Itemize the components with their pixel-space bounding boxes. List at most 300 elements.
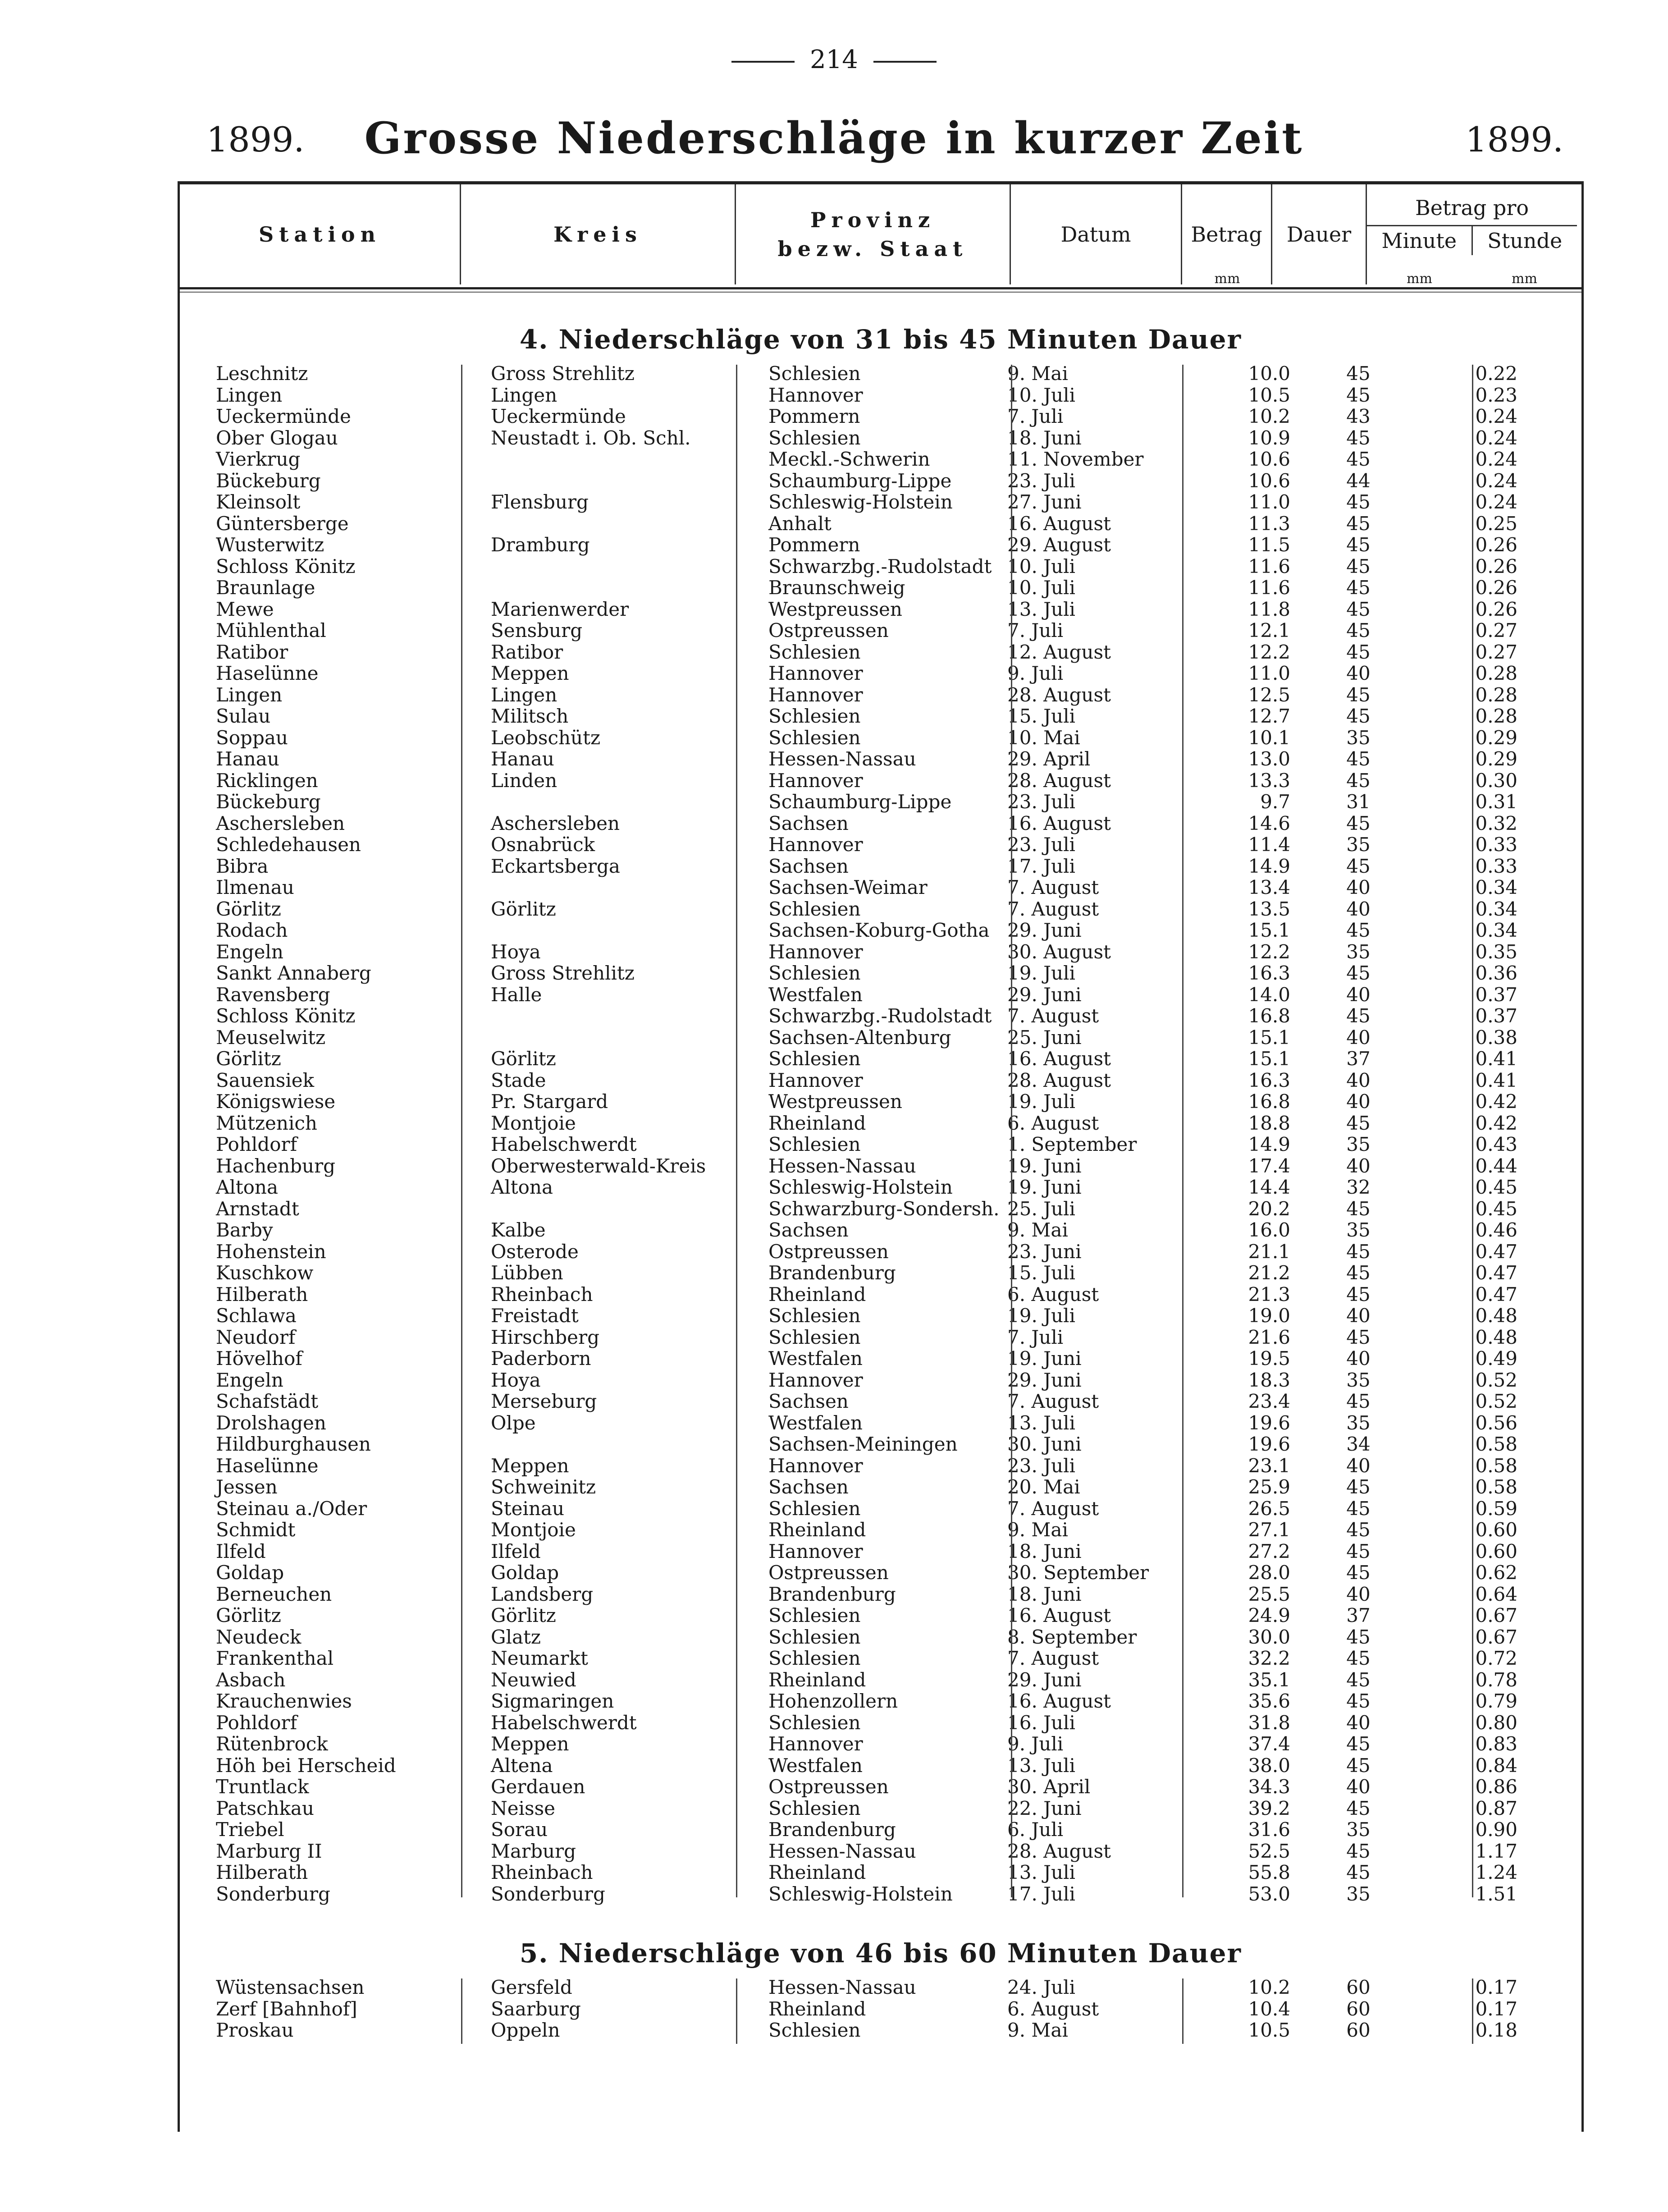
cell-datum: 6. Juli [1007, 1818, 1064, 1841]
cell-dauer: 45 [1346, 962, 1371, 984]
cell-datum: 16. August [1007, 512, 1111, 535]
cell-provinz: Westfalen [768, 1754, 863, 1777]
cell-provinz: Rheinland [768, 1112, 866, 1134]
data-table [178, 181, 1584, 2132]
cell-station: Görlitz [216, 1604, 281, 1626]
cell-provinz: Rheinland [768, 1519, 866, 1541]
table-row [180, 1113, 1581, 1134]
cell-kreis: Marienwerder [491, 598, 629, 620]
table-row [180, 1091, 1581, 1113]
cell-dauer: 45 [1346, 1240, 1371, 1263]
table-row [180, 534, 1581, 556]
table-row [180, 1284, 1581, 1305]
cell-datum: 16. August [1007, 1048, 1111, 1070]
cell-provinz: Schlesien [768, 641, 861, 663]
cell-kreis: Leobschütz [491, 726, 601, 749]
cell-datum: 7. August [1007, 876, 1099, 898]
cell-provinz: Schlesien [768, 1711, 861, 1734]
cell-dauer: 45 [1346, 1733, 1371, 1755]
column-rule [461, 1978, 462, 2044]
cell-betrag: 35.6 [1248, 1690, 1290, 1712]
cell-minute: 0.32 [1475, 812, 1517, 834]
cell-kreis: Stade [491, 1069, 546, 1091]
cell-datum: 6. August [1007, 1283, 1099, 1305]
table-row [180, 684, 1581, 706]
table-row [180, 748, 1581, 770]
cell-provinz: Ostpreussen [768, 1562, 889, 1584]
cell-provinz: Schlesien [768, 1326, 861, 1348]
table-row [180, 1733, 1581, 1755]
cell-betrag: 11.6 [1248, 577, 1290, 599]
cell-dauer: 45 [1346, 426, 1371, 449]
table-row [180, 385, 1581, 406]
cell-kreis: Dramburg [491, 534, 590, 556]
cell-minute: 0.42 [1475, 1090, 1517, 1113]
cell-minute: 0.42 [1475, 1112, 1517, 1134]
cell-dauer: 45 [1346, 1562, 1371, 1584]
page-title: Grosse Niederschläge in kurzer Zeit [364, 113, 1304, 164]
cell-minute: 0.33 [1475, 834, 1517, 856]
cell-betrag: 21.6 [1248, 1326, 1290, 1348]
cell-station: Schlawa [216, 1305, 297, 1327]
cell-station: Güntersberge [216, 512, 349, 535]
cell-station: Mützenich [216, 1112, 317, 1134]
cell-betrag: 12.2 [1248, 641, 1290, 663]
cell-station: Leschnitz [216, 362, 308, 385]
cell-provinz: Schwarzbg.-Rudolstadt [768, 555, 992, 577]
cell-station: Bückeburg [216, 791, 321, 813]
cell-datum: 9. Mai [1007, 1519, 1068, 1541]
cell-minute: 0.36 [1475, 962, 1517, 984]
cell-minute: 0.80 [1475, 1711, 1517, 1734]
table-row [180, 1027, 1581, 1049]
cell-provinz: Schaumburg-Lippe [768, 469, 952, 492]
cell-dauer: 35 [1346, 940, 1371, 963]
cell-provinz: Ostpreussen [768, 619, 889, 641]
cell-provinz: Schleswig-Holstein [768, 1176, 953, 1198]
cell-datum: 7. Juli [1007, 1326, 1064, 1348]
cell-minute: 0.29 [1475, 726, 1517, 749]
cell-minute: 0.26 [1475, 555, 1517, 577]
table-row [180, 1219, 1581, 1241]
cell-provinz: Schleswig-Holstein [768, 1882, 953, 1905]
cell-datum: 9. Mai [1007, 2019, 1068, 2041]
cell-kreis: Sigmaringen [491, 1690, 614, 1712]
unit-stunde: mm [1512, 271, 1537, 287]
cell-datum: 7. August [1007, 1647, 1099, 1669]
cell-dauer: 34 [1346, 1433, 1371, 1455]
cell-datum: 29. April [1007, 748, 1091, 770]
cell-kreis: Linden [491, 769, 558, 792]
cell-provinz: Ostpreussen [768, 1240, 889, 1263]
cell-minute: 0.37 [1475, 983, 1517, 1006]
table-row [180, 941, 1581, 963]
cell-dauer: 45 [1346, 1497, 1371, 1520]
cell-betrag: 9.7 [1260, 791, 1290, 813]
cell-minute: 0.26 [1475, 577, 1517, 599]
cell-betrag: 21.1 [1248, 1240, 1290, 1263]
cell-provinz: Sachsen [768, 812, 849, 834]
cell-minute: 0.48 [1475, 1326, 1517, 1348]
cell-betrag: 18.3 [1248, 1369, 1290, 1391]
cell-datum: 25. Juli [1007, 1197, 1075, 1220]
column-rule [1182, 1978, 1184, 2044]
cell-station: Frankenthal [216, 1647, 334, 1669]
cell-provinz: Hannover [768, 1369, 863, 1391]
table-row [180, 1070, 1581, 1091]
cell-kreis: Eckartsberga [491, 855, 620, 877]
table-row [180, 1776, 1581, 1798]
cell-betrag: 52.5 [1248, 1840, 1290, 1862]
table-row [180, 770, 1581, 792]
cell-minute: 0.83 [1475, 1733, 1517, 1755]
cell-kreis: Goldap [491, 1562, 559, 1584]
cell-station: Truntlack [216, 1776, 309, 1798]
cell-dauer: 35 [1346, 834, 1371, 856]
cell-betrag: 13.3 [1248, 769, 1290, 792]
cell-station: Triebel [216, 1818, 284, 1841]
cell-datum: 19. Juli [1007, 962, 1075, 984]
table-row [180, 1605, 1581, 1626]
cell-dauer: 45 [1346, 748, 1371, 770]
cell-dauer: 35 [1346, 1219, 1371, 1241]
table-row [180, 1798, 1581, 1819]
cell-datum: 20. Mai [1007, 1476, 1080, 1498]
column-rule [736, 365, 737, 1897]
cell-betrag: 34.3 [1248, 1776, 1290, 1798]
cell-betrag: 10.2 [1248, 1976, 1290, 1998]
cell-dauer: 45 [1346, 1861, 1371, 1883]
cell-datum: 7. August [1007, 1005, 1099, 1027]
table-row [180, 984, 1581, 1006]
cell-station: Proskau [216, 2019, 294, 2041]
cell-provinz: Sachsen [768, 1219, 849, 1241]
cell-kreis: Ilfeld [491, 1540, 541, 1562]
table-row [180, 1819, 1581, 1841]
cell-datum: 11. November [1007, 448, 1144, 470]
cell-dauer: 45 [1346, 1519, 1371, 1541]
cell-betrag: 30.0 [1248, 1626, 1290, 1648]
cell-provinz: Schlesien [768, 426, 861, 449]
header-rule [180, 287, 1581, 289]
cell-kreis: Ratibor [491, 641, 563, 663]
cell-betrag: 16.3 [1248, 1069, 1290, 1091]
table-row [180, 705, 1581, 727]
cell-kreis: Gersfeld [491, 1976, 572, 1998]
cell-betrag: 14.9 [1248, 1133, 1290, 1155]
table-row [180, 1584, 1581, 1605]
cell-dauer: 45 [1346, 855, 1371, 877]
cell-kreis: Habelschwerdt [491, 1133, 637, 1155]
cell-kreis: Hanau [491, 748, 554, 770]
cell-minute: 0.30 [1475, 769, 1517, 792]
cell-provinz: Schlesien [768, 962, 861, 984]
cell-betrag: 12.2 [1248, 940, 1290, 963]
cell-minute: 0.86 [1475, 1776, 1517, 1798]
cell-datum: 13. Juli [1007, 1861, 1075, 1883]
table-row [180, 470, 1581, 492]
cell-kreis: Steinau [491, 1497, 565, 1520]
cell-datum: 28. August [1007, 1840, 1111, 1862]
cell-kreis: Neumarkt [491, 1647, 588, 1669]
cell-station: Wusterwitz [216, 534, 324, 556]
cell-betrag: 14.6 [1248, 812, 1290, 834]
cell-kreis: Pr. Stargard [491, 1090, 608, 1113]
cell-provinz: Brandenburg [768, 1583, 896, 1605]
cell-provinz: Hannover [768, 769, 863, 792]
table-row [180, 1755, 1581, 1777]
table-row [180, 599, 1581, 620]
cell-station: Sankt Annaberg [216, 962, 371, 984]
cell-station: Soppau [216, 726, 288, 749]
cell-betrag: 31.8 [1248, 1711, 1290, 1734]
cell-dauer: 32 [1346, 1176, 1371, 1198]
cell-datum: 10. Mai [1007, 726, 1080, 749]
table-row [180, 813, 1581, 834]
header-provinz-label: Provinz [810, 208, 936, 232]
cell-station: Wüstensachsen [216, 1976, 365, 1998]
header-datum-label: Datum [1060, 222, 1131, 247]
table-row [180, 1005, 1581, 1027]
cell-betrag: 10.1 [1248, 726, 1290, 749]
cell-provinz: Pommern [768, 405, 860, 427]
cell-minute: 0.78 [1475, 1668, 1517, 1691]
cell-station: Königswiese [216, 1090, 336, 1113]
cell-station: Höh bei Herscheid [216, 1754, 396, 1777]
cell-betrag: 10.0 [1248, 362, 1290, 385]
cell-minute: 0.28 [1475, 705, 1517, 727]
cell-kreis: Glatz [491, 1626, 541, 1648]
cell-minute: 0.24 [1475, 405, 1517, 427]
cell-betrag: 14.9 [1248, 855, 1290, 877]
cell-datum: 23. Juli [1007, 469, 1075, 492]
cell-datum: 23. Juli [1007, 791, 1075, 813]
table-row [180, 427, 1581, 449]
cell-dauer: 40 [1346, 1069, 1371, 1091]
cell-kreis: Osterode [491, 1240, 579, 1263]
cell-betrag: 10.2 [1248, 405, 1290, 427]
cell-datum: 29. August [1007, 534, 1111, 556]
cell-kreis: Kalbe [491, 1219, 546, 1241]
cell-minute: 0.48 [1475, 1305, 1517, 1327]
cell-datum: 29. Juni [1007, 919, 1082, 941]
cell-betrag: 10.6 [1248, 469, 1290, 492]
cell-kreis: Neisse [491, 1797, 556, 1819]
cell-provinz: Schlesien [768, 726, 861, 749]
section-4-title: 4. Niederschläge von 31 bis 45 Minuten Dauer [519, 324, 1242, 355]
cell-minute: 0.41 [1475, 1069, 1517, 1091]
cell-betrag: 12.5 [1248, 683, 1290, 706]
cell-datum: 19. Juni [1007, 1347, 1082, 1369]
cell-dauer: 37 [1346, 1048, 1371, 1070]
cell-station: Patschkau [216, 1797, 314, 1819]
section-5-title: 5. Niederschläge von 46 bis 60 Minuten Dauer [519, 1938, 1242, 1969]
cell-station: Hohenstein [216, 1240, 326, 1263]
cell-dauer: 45 [1346, 705, 1371, 727]
cell-provinz: Schlesien [768, 2019, 861, 2041]
cell-betrag: 37.4 [1248, 1733, 1290, 1755]
cell-dauer: 40 [1346, 898, 1371, 920]
cell-betrag: 35.1 [1248, 1668, 1290, 1691]
cell-betrag: 11.0 [1248, 491, 1290, 513]
cell-dauer: 45 [1346, 641, 1371, 663]
table-row [180, 1262, 1581, 1284]
cell-kreis: Oppeln [491, 2019, 560, 2041]
cell-station: Görlitz [216, 898, 281, 920]
cell-betrag: 19.5 [1248, 1347, 1290, 1369]
cell-provinz: Schlesien [768, 705, 861, 727]
cell-minute: 0.49 [1475, 1347, 1517, 1369]
cell-dauer: 45 [1346, 1326, 1371, 1348]
cell-station: Görlitz [216, 1048, 281, 1070]
cell-kreis: Rheinbach [491, 1283, 593, 1305]
header-stunde-label: Stunde [1487, 229, 1563, 253]
header-datum [1011, 184, 1182, 284]
cell-dauer: 45 [1346, 1112, 1371, 1134]
cell-datum: 30. September [1007, 1562, 1149, 1584]
cell-provinz: Rheinland [768, 1861, 866, 1883]
cell-datum: 30. Juni [1007, 1433, 1082, 1455]
cell-station: Engeln [216, 940, 283, 963]
cell-betrag: 14.4 [1248, 1176, 1290, 1198]
column-rule [736, 1978, 737, 2044]
cell-datum: 8. September [1007, 1626, 1137, 1648]
cell-station: Schmidt [216, 1519, 296, 1541]
cell-minute: 0.60 [1475, 1540, 1517, 1562]
cell-station: Haselünne [216, 662, 319, 684]
cell-kreis: Lübben [491, 1262, 563, 1284]
cell-station: Sulau [216, 705, 271, 727]
header-kreis [461, 184, 736, 284]
cell-provinz: Schlesien [768, 1305, 861, 1327]
cell-minute: 0.52 [1475, 1369, 1517, 1391]
cell-provinz: Hannover [768, 683, 863, 706]
cell-provinz: Anhalt [768, 512, 832, 535]
cell-betrag: 15.1 [1248, 1048, 1290, 1070]
cell-provinz: Hannover [768, 1069, 863, 1091]
cell-dauer: 45 [1346, 812, 1371, 834]
cell-dauer: 40 [1346, 1454, 1371, 1477]
cell-dauer: 45 [1346, 534, 1371, 556]
cell-minute: 0.67 [1475, 1604, 1517, 1626]
table-row [180, 1048, 1581, 1070]
table-row [180, 1327, 1581, 1348]
table-row [180, 663, 1581, 684]
cell-kreis: Meppen [491, 1454, 569, 1477]
cell-minute: 0.41 [1475, 1048, 1517, 1070]
cell-betrag: 11.0 [1248, 662, 1290, 684]
cell-kreis: Landsberg [491, 1583, 594, 1605]
cell-provinz: Sachsen [768, 1390, 849, 1412]
cell-minute: 0.34 [1475, 898, 1517, 920]
cell-dauer: 35 [1346, 1882, 1371, 1905]
cell-kreis: Görlitz [491, 1048, 556, 1070]
cell-minute: 0.24 [1475, 469, 1517, 492]
cell-datum: 28. August [1007, 769, 1111, 792]
cell-betrag: 11.4 [1248, 834, 1290, 856]
cell-dauer: 40 [1346, 662, 1371, 684]
table-row [180, 856, 1581, 877]
cell-betrag: 15.1 [1248, 919, 1290, 941]
cell-kreis: Ueckermünde [491, 405, 626, 427]
cell-station: Pohldorf [216, 1711, 297, 1734]
cell-provinz: Schwarzbg.-Rudolstadt [768, 1005, 992, 1027]
cell-datum: 19. Juni [1007, 1154, 1082, 1177]
cell-station: Haselünne [216, 1454, 319, 1477]
table-row [180, 1177, 1581, 1198]
cell-minute: 0.24 [1475, 426, 1517, 449]
cell-dauer: 40 [1346, 1154, 1371, 1177]
cell-provinz: Hannover [768, 662, 863, 684]
cell-datum: 15. Juli [1007, 705, 1075, 727]
cell-betrag: 25.5 [1248, 1583, 1290, 1605]
cell-provinz: Rheinland [768, 1997, 866, 2020]
cell-betrag: 11.3 [1248, 512, 1290, 535]
cell-station: Schafstädt [216, 1390, 319, 1412]
cell-kreis: Osnabrück [491, 834, 595, 856]
cell-datum: 9. Juli [1007, 1733, 1064, 1755]
cell-datum: 17. Juli [1007, 1882, 1075, 1905]
cell-datum: 18. Juni [1007, 426, 1082, 449]
cell-provinz: Schlesien [768, 1133, 861, 1155]
cell-minute: 0.79 [1475, 1690, 1517, 1712]
cell-provinz: Brandenburg [768, 1818, 896, 1841]
section-4-rows [180, 363, 1581, 1905]
cell-dauer: 40 [1346, 1711, 1371, 1734]
cell-minute: 1.24 [1475, 1861, 1517, 1883]
cell-kreis: Lingen [491, 384, 558, 406]
year-right: 1899. [1465, 119, 1563, 160]
cell-station: Ratibor [216, 641, 288, 663]
cell-dauer: 40 [1346, 1305, 1371, 1327]
cell-betrag: 14.0 [1248, 983, 1290, 1006]
cell-betrag: 27.1 [1248, 1519, 1290, 1541]
table-row [180, 1562, 1581, 1584]
table-row [180, 449, 1581, 470]
cell-station: Lingen [216, 683, 283, 706]
cell-station: Krauchenwies [216, 1690, 352, 1712]
cell-kreis: Merseburg [491, 1390, 597, 1412]
table-row [180, 2020, 1581, 2041]
cell-dauer: 45 [1346, 1540, 1371, 1562]
cell-minute: 0.46 [1475, 1219, 1517, 1241]
cell-provinz: Schleswig-Holstein [768, 491, 953, 513]
header-station-label: Station [258, 222, 381, 247]
cell-kreis: Montjoie [491, 1519, 576, 1541]
cell-minute: 0.34 [1475, 919, 1517, 941]
cell-datum: 7. August [1007, 1497, 1099, 1520]
cell-station: Kleinsolt [216, 491, 301, 513]
cell-dauer: 45 [1346, 577, 1371, 599]
table-row [180, 1841, 1581, 1862]
cell-dauer: 45 [1346, 919, 1371, 941]
cell-minute: 0.67 [1475, 1626, 1517, 1648]
cell-betrag: 16.8 [1248, 1005, 1290, 1027]
cell-kreis: Hoya [491, 940, 541, 963]
cell-provinz: Westfalen [768, 983, 863, 1006]
cell-minute: 0.58 [1475, 1454, 1517, 1477]
cell-betrag: 16.3 [1248, 962, 1290, 984]
cell-station: Goldap [216, 1562, 284, 1584]
cell-provinz: Hohenzollern [768, 1690, 898, 1712]
cell-minute: 0.24 [1475, 448, 1517, 470]
cell-datum: 16. August [1007, 1604, 1111, 1626]
cell-station: Braunlage [216, 577, 315, 599]
cell-betrag: 39.2 [1248, 1797, 1290, 1819]
table-row [180, 1712, 1581, 1734]
cell-dauer: 45 [1346, 384, 1371, 406]
table-row [180, 1305, 1581, 1327]
